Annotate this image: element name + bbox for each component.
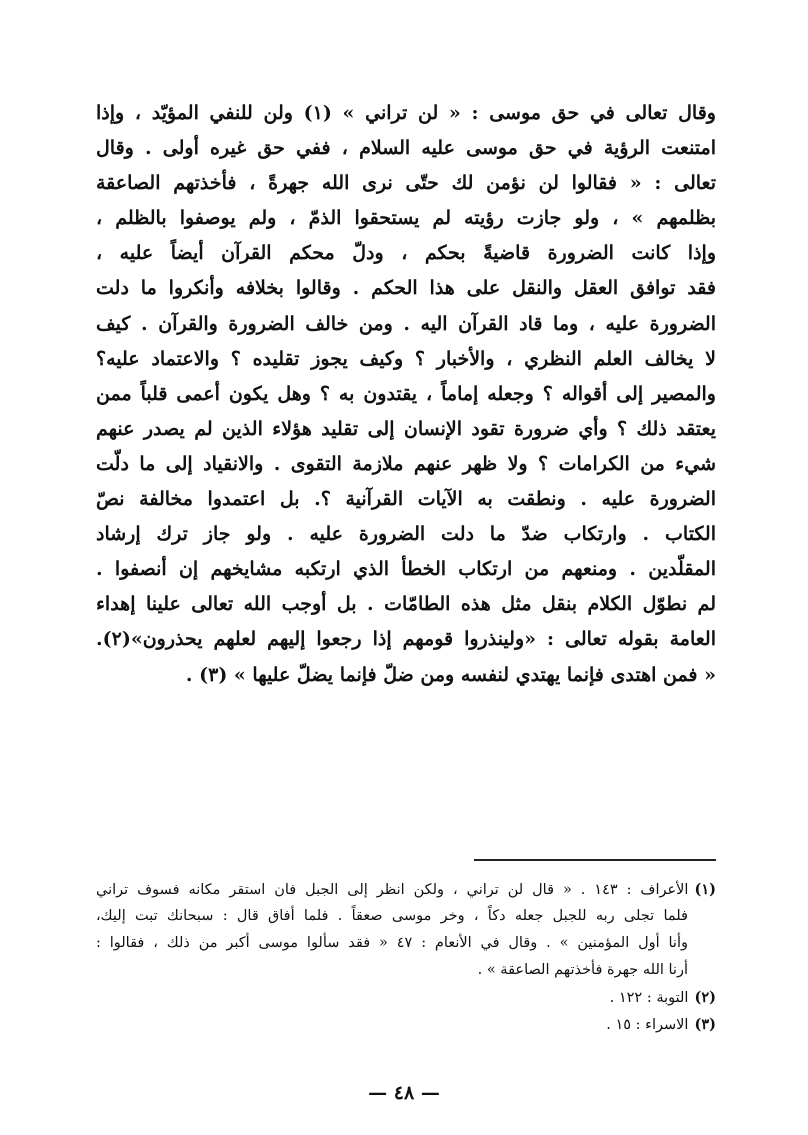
body-line: العامة بقوله تعالى : «ولينذروا قومهم إذا رجعوا إليهم لعلهم يحذرون»(٢).: [96, 628, 716, 651]
body-line: لم نطوّل الكلام بنقل مثل هذه الطامّات . بل أوجب الله تعالى علينا إهداء: [96, 593, 716, 616]
footnote-2: [96, 984, 716, 1011]
body-line: فقد توافق العقل والنقل على هذا الحكم . وقالوا بخلافه وأنكروا ما دلت: [96, 277, 716, 300]
footnote-1-continuation: وأنا أول المؤمنين » . وقال في الأنعام : ٤٧ « فقد سألوا موسى أكبر من ذلك ، فقالوا :: [96, 935, 688, 951]
footnote-3-text: الاسراء : ١٥ .: [606, 1017, 689, 1033]
body-line: الضرورة عليه ، وما قاد القرآن اليه . ومن خالف الضرورة والقرآن . كيف: [96, 312, 716, 335]
body-line: المقلّدين . ومنعهم من ارتكاب الخطأ الذي ارتكبه مشايخهم إن أنصفوا .: [96, 558, 716, 581]
body-line: وإذا كانت الضرورة قاضيةً بحكم ، ودلّ محكم القرآن أيضاً عليه ،: [96, 242, 716, 265]
body-line: وقال تعالى في حق موسى : « لن تراني » (١) ولن للنفي المؤيّد ، وإذا: [96, 102, 716, 124]
footnote-1-line: الأعراف : ١٤٣ . « قال لن تراني ، ولكن انظر إلى الجبل فان استقر مكانه فسوف تراني: [96, 882, 689, 898]
footnote-1-continuation: فلما تجلى ربه للجبل جعله دكاً ، وخر موسى صعقاً . فلما أفاق قال : سبحانك تبت إليك،: [96, 908, 688, 924]
footnote-1: [96, 876, 716, 903]
body-line: الكتاب . وارتكاب ضدّ ما دلت الضرورة عليه . ولو جاز ترك إرشاد: [96, 523, 716, 546]
footnote-2-text: التوبة : ١٢٢ .: [609, 990, 689, 1006]
body-line: لا يخالف العلم النظري ، والأخبار ؟ وكيف يجوز تقليده ؟ والاعتماد عليه؟: [96, 347, 716, 370]
body-line: بظلمهم » ، ولو جازت رؤيته لم يستحقوا الذمّ ، ولم يوصفوا بالظلم ،: [96, 207, 716, 230]
footnote-3-number: (٣): [694, 1016, 716, 1033]
body-line: تعالى : « فقالوا لن نؤمن لك حتّى نرى الله جهرةً ، فأخذتهم الصاعقة: [96, 172, 716, 195]
main-body-text: [96, 96, 716, 693]
footnotes: [96, 876, 716, 1038]
footnote-2-number: (٢): [694, 989, 716, 1006]
body-line: الضرورة عليه . ونطقت به الآيات القرآنية ؟. بل اعتمدوا مخالفة نصّ: [96, 488, 716, 511]
body-line: شيء من الكرامات ؟ ولا ظهر عنهم ملازمة التقوى . والانقياد إلى ما دلّت: [96, 452, 716, 475]
body-line: يعتقد ذلك ؟ وأي ضرورة تقود الإنسان إلى تقليد هؤلاء الذين لم يصدر عنهم: [96, 417, 716, 440]
page-number: — ٤٨ —: [368, 1082, 440, 1104]
body-line: والمصير إلى أقواله ؟ وجعله إماماً ، يقتدون به ؟ وهل يكون أعمى قلباً ممن: [96, 382, 716, 405]
footnote-1-continuation: أرنا الله جهرة فأخذتهم الصاعقة » .: [477, 962, 688, 978]
body-line: امتنعت الرؤية في حق موسى عليه السلام ، ففي حق غيره أولى . وقال: [96, 137, 716, 160]
footnote-separator: [474, 859, 716, 861]
footnote-1-number: (١): [694, 881, 716, 898]
footnote-3: [96, 1011, 716, 1038]
body-line: « فمن اهتدى فإنما يهتدي لنفسه ومن ضلّ فإنما يضلّ عليها » (٣) .: [185, 663, 716, 686]
